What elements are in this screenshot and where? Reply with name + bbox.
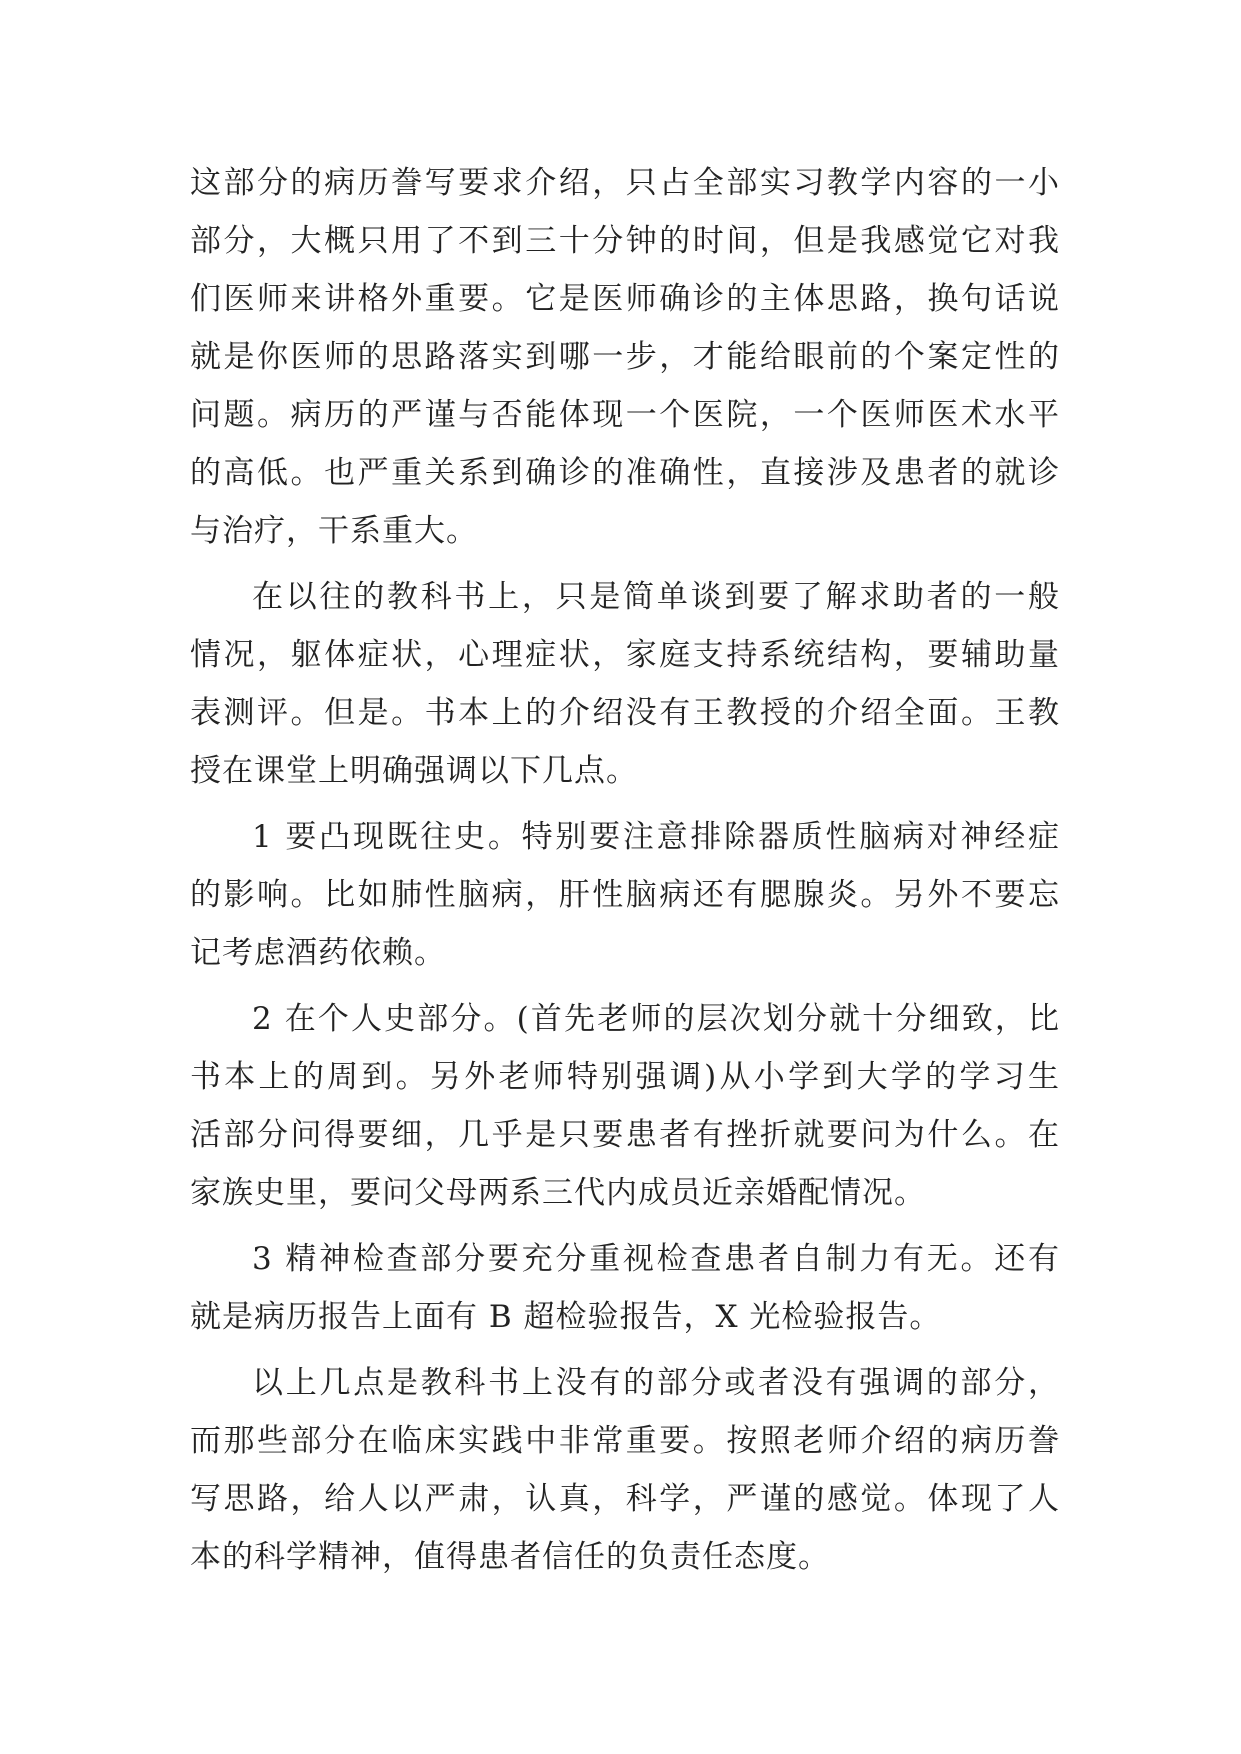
text-line: 活部分问得要细，几乎是只要患者有挫折就要问为什么。在 [190, 1117, 1060, 1153]
paragraph-3 [190, 808, 1060, 982]
text-line: 本的科学精神，值得患者信任的负责任态度。 [190, 1539, 830, 1575]
text-line: 就是病历报告上面有 B 超检验报告，X 光检验报告。 [190, 1299, 942, 1335]
text-line: 就是你医师的思路落实到哪一步，才能给眼前的个案定性的 [190, 339, 1060, 375]
text-line: 问题。病历的严谨与否能体现一个医院，一个医师医术水平 [190, 397, 1060, 433]
document-body [190, 154, 1060, 1586]
text-line: 而那些部分在临床实践中非常重要。按照老师介绍的病历誊 [190, 1423, 1060, 1459]
text-line: 3 精神检查部分要充分重视检查患者自制力有无。还有 [252, 1241, 1060, 1277]
paragraph-spacing [190, 1346, 1060, 1354]
paragraph-6 [190, 1354, 1060, 1586]
paragraph-spacing [190, 1222, 1060, 1230]
text-line: 这部分的病历誊写要求介绍，只占全部实习教学内容的一小 [190, 165, 1060, 201]
text-line: 书本上的周到。另外老师特别强调)从小学到大学的学习生 [190, 1059, 1060, 1095]
text-line: 记考虑酒药依赖。 [190, 935, 446, 971]
paragraph-5 [190, 1230, 1060, 1346]
text-line: 家族史里，要问父母两系三代内成员近亲婚配情况。 [190, 1175, 926, 1211]
text-line: 授在课堂上明确强调以下几点。 [190, 753, 638, 789]
text-line: 部分，大概只用了不到三十分钟的时间，但是我感觉它对我 [190, 223, 1060, 259]
paragraph-2 [190, 568, 1060, 800]
text-line: 们医师来讲格外重要。它是医师确诊的主体思路，换句话说 [190, 281, 1060, 317]
text-line: 与治疗，干系重大。 [190, 513, 478, 549]
text-line: 1 要凸现既往史。特别要注意排除器质性脑病对神经症 [252, 819, 1060, 855]
text-line: 的高低。也严重关系到确诊的准确性，直接涉及患者的就诊 [190, 455, 1060, 491]
text-line: 表测评。但是。书本上的介绍没有王教授的介绍全面。王教 [190, 695, 1060, 731]
text-line: 写思路，给人以严肃，认真，科学，严谨的感觉。体现了人 [190, 1481, 1060, 1517]
text-line: 情况，躯体症状，心理症状，家庭支持系统结构，要辅助量 [190, 637, 1060, 673]
text-line: 在以往的教科书上，只是简单谈到要了解求助者的一般 [252, 579, 1060, 615]
paragraph-spacing [190, 560, 1060, 568]
paragraph-4 [190, 990, 1060, 1222]
paragraph-spacing [190, 800, 1060, 808]
text-line: 的影响。比如肺性脑病，肝性脑病还有腮腺炎。另外不要忘 [190, 877, 1060, 913]
text-line: 以上几点是教科书上没有的部分或者没有强调的部分， [252, 1365, 1060, 1401]
paragraph-1 [190, 154, 1060, 560]
paragraph-spacing [190, 982, 1060, 990]
text-line: 2 在个人史部分。(首先老师的层次划分就十分细致，比 [252, 1001, 1060, 1037]
